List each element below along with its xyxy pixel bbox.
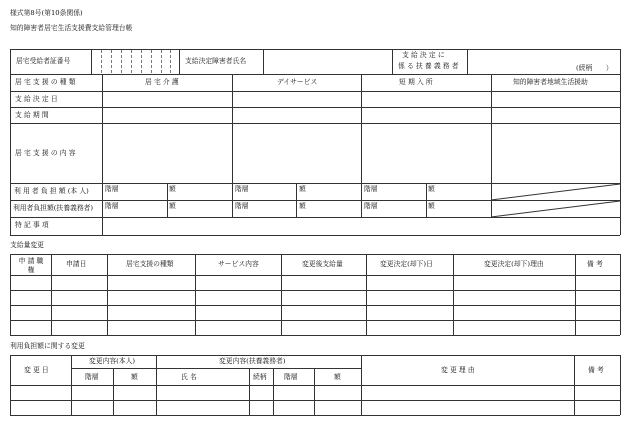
form-number: 様式第8号(第10条関係): [10, 9, 83, 17]
header-new-supply-amount: 変更後支給量: [302, 260, 343, 268]
guardian-name-label: 氏 名: [181, 373, 197, 381]
burden-header-guardian: 変更内容(扶養義務者): [219, 357, 286, 365]
recipient-number-label: 居宅受給者証番号: [16, 57, 71, 65]
amount-label: 額: [428, 185, 435, 193]
change-section-title: 支給量変更: [10, 241, 44, 249]
amount-label: 額: [131, 373, 138, 381]
header-support-type: 居宅支援の種類: [126, 260, 174, 268]
burden-header-reason: 変 更 理 由: [441, 366, 475, 374]
row-label-burden-guardian: 利用者負担額(扶養義務者): [13, 204, 94, 212]
amount-label: 額: [169, 185, 176, 193]
amount-label: 額: [334, 373, 341, 381]
row-label-support-content: 居 宅 支 援 の 内 容: [15, 149, 76, 157]
row-label-support-type: 居 宅 支 援 の 種 類: [15, 78, 76, 86]
row-label-special-notes: 特 記 事 項: [15, 221, 49, 229]
col-header-community-living: 知的障害者地域生活援助: [513, 78, 588, 86]
amount-label: 額: [169, 202, 176, 210]
tier-label: 階層: [364, 185, 378, 193]
row-label-period: 支 給 期 間: [15, 111, 49, 119]
guardian-label-line1: 支 給 決 定 に: [402, 51, 445, 59]
tier-label: 階層: [364, 202, 378, 210]
tier-label: 階層: [85, 373, 99, 381]
row-label-burden-self: 利 用 者 負 担 額 (本 人): [14, 187, 89, 195]
amount-label: 額: [299, 202, 306, 210]
burden-header-self: 変更内容(本人): [89, 357, 136, 365]
tier-label: 階層: [105, 185, 119, 193]
guardian-label-line2: 係 る 扶 養 義 務 者: [398, 62, 459, 70]
guardian-relation-label: 続柄: [253, 373, 267, 381]
header-change-decision-reason: 変更決定(却下)理由: [484, 260, 544, 268]
disabled-person-name-label: 支給決定障害者氏名: [185, 57, 247, 65]
col-header-short-stay: 短 期 入 所: [399, 78, 433, 86]
burden-header-remarks: 備 考: [588, 366, 604, 374]
form-title: 知的障害者居宅生活支援費支給管理台帳: [10, 24, 133, 32]
relation-label: (続柄 ）: [576, 64, 613, 72]
tier-label: 階層: [284, 373, 298, 381]
header-service-content: サービス内容: [218, 260, 259, 268]
tier-label: 階層: [235, 202, 249, 210]
col-header-home-care: 居 宅 介 護: [145, 78, 179, 86]
header-change-decision-date: 変更決定(却下)日: [380, 260, 433, 268]
header-application-authority: 申 請 職 権: [18, 257, 44, 274]
header-application-date: 申請日: [66, 260, 87, 268]
amount-label: 額: [428, 202, 435, 210]
tier-label: 階層: [105, 202, 119, 210]
col-header-day-service: デイサービス: [277, 78, 318, 86]
tier-label: 階層: [235, 185, 249, 193]
row-label-decision-date: 支 給 決 定 日: [15, 95, 58, 103]
burden-header-change-date: 変 更 日: [24, 366, 49, 374]
amount-label: 額: [299, 185, 306, 193]
diagonal-strike: [491, 183, 621, 218]
burden-section-title: 利用負担額に関する変更: [10, 342, 85, 350]
header-remarks: 備 考: [587, 260, 603, 268]
